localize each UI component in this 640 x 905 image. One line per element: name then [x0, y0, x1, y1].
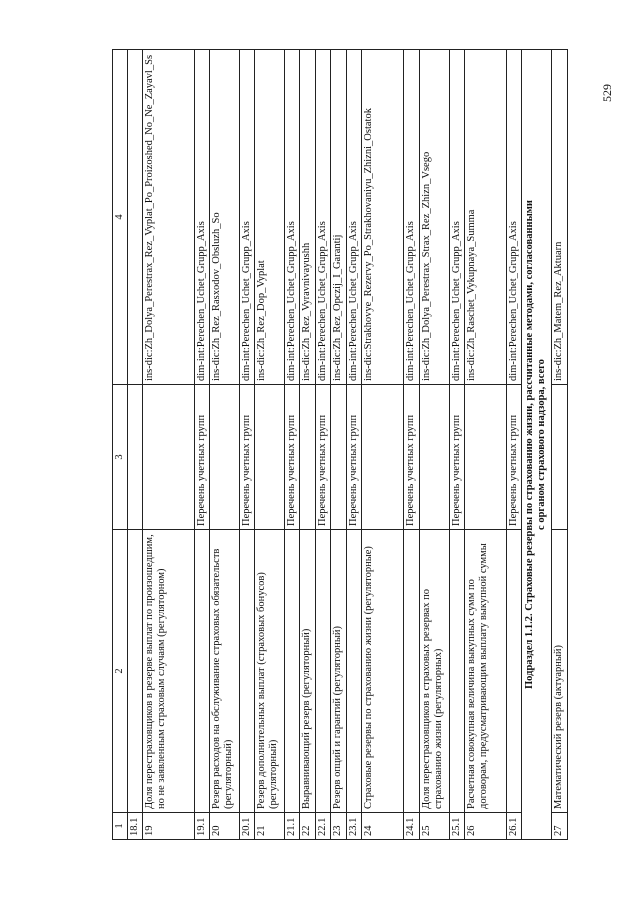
row-description-cell	[449, 530, 464, 813]
row-number-cell: 18.1	[128, 813, 143, 840]
row-code-cell: dim-int:Perechen_Uchet_Grupp_Axis	[449, 50, 464, 385]
row-code-cell: ins-dic:Zh_Rez_Vyravnivayushh	[300, 50, 316, 385]
row-groups-cell: Перечень учетных групп	[449, 385, 464, 530]
row-number-cell: 21.1	[285, 813, 300, 840]
row-description-cell: Страховые резервы по страхованию жизни (регуляторные)	[362, 530, 404, 813]
row-code-cell: ins-dic:Strakhovye_Rezervy_Po_Strakhovaniyu_Zhizni_Ostatok	[362, 50, 404, 385]
row-code-cell: ins-dic:Zh_Dolya_Perestrax_Strax_Rez_Zhizn_Vsego	[419, 50, 449, 385]
row-code-cell: ins-dic:Zh_Raschet_Vykupnaya_Summa	[464, 50, 506, 385]
row-code-cell: ins-dic:Zh_Rez_Rasxodov_Obsluzh_So	[210, 50, 240, 385]
row-code-cell: dim-int:Perechen_Uchet_Grupp_Axis	[240, 50, 255, 385]
table-row	[240, 50, 255, 840]
row-description-cell: Расчетная совокупная величина выкупных сумм по договорам, предусматривающим выплату выкупной суммы	[464, 530, 506, 813]
row-number-cell: 22.1	[316, 813, 331, 840]
row-description-cell	[506, 530, 521, 813]
table-row	[300, 50, 316, 840]
table-row	[210, 50, 240, 840]
row-number-cell: 22	[300, 813, 316, 840]
table-header-row	[113, 50, 128, 840]
row-groups-cell	[210, 385, 240, 530]
rotated-table-container	[112, 50, 564, 840]
row-groups-cell	[300, 385, 316, 530]
row-number-cell: 20	[210, 813, 240, 840]
row-description-cell: Выравнивающий резерв (регуляторный)	[300, 530, 316, 813]
row-groups-cell: Перечень учетных групп	[285, 385, 300, 530]
table-row	[195, 50, 210, 840]
section-title-line-1: Подраздел 1.1.2. Страховые резервы по страхованию жизни, рассчитанные методами, согласованными	[524, 200, 536, 689]
row-description-cell: Резерв расходов на обслуживание страховых обязательств (регуляторный)	[210, 530, 240, 813]
rotated-table-frame	[112, 50, 564, 840]
row-groups-cell	[419, 385, 449, 530]
row-number-cell: 23	[331, 813, 347, 840]
row-code-cell: ins-dic:Zh_Dolya_Perestrax_Rez_Vyplat_Po_Proizoshed_No_Ne_Zayavl_Ss	[143, 50, 195, 385]
table-row	[449, 50, 464, 840]
table-row	[404, 50, 419, 840]
row-code-cell: ins-dic:Zh_Rez_Opczij_I_Garantij	[331, 50, 347, 385]
table-row	[255, 50, 285, 840]
row-groups-cell: Перечень учетных групп	[316, 385, 331, 530]
header-col-4: 4	[113, 50, 128, 385]
row-description-cell: Резерв дополнительных выплат (страховых бонусов) (регуляторный)	[255, 530, 285, 813]
row-code-cell	[128, 50, 143, 385]
table-row	[331, 50, 347, 840]
row-groups-cell: Перечень учетных групп	[506, 385, 521, 530]
table-row	[551, 50, 567, 840]
row-number-cell: 26	[464, 813, 506, 840]
row-groups-cell	[464, 385, 506, 530]
row-groups-cell	[255, 385, 285, 530]
section-title-line-2: с органом страхового надзора, всего	[536, 359, 548, 530]
row-groups-cell: Перечень учетных групп	[240, 385, 255, 530]
row-description-cell: Доля перестраховщиков в резерве выплат по произошедшим, но не заявленным страховым случаям (регуляторном)	[143, 530, 195, 813]
row-description-cell	[240, 530, 255, 813]
row-groups-cell: Перечень учетных групп	[347, 385, 362, 530]
table-row	[419, 50, 449, 840]
row-code-cell: dim-int:Perechen_Uchet_Grupp_Axis	[347, 50, 362, 385]
row-groups-cell: Перечень учетных групп	[195, 385, 210, 530]
row-number-cell: 19	[143, 813, 195, 840]
table-row	[143, 50, 195, 840]
row-groups-cell	[128, 385, 143, 530]
row-description-cell	[285, 530, 300, 813]
row-groups-cell	[551, 385, 567, 530]
table-row	[464, 50, 506, 840]
row-number-cell: 25	[419, 813, 449, 840]
header-col-2: 2	[113, 530, 128, 813]
table-row	[362, 50, 404, 840]
row-number-cell: 20.1	[240, 813, 255, 840]
row-description-cell: Резерв опций и гарантий (регуляторный)	[331, 530, 347, 813]
header-col-1: 1	[113, 813, 128, 840]
row-description-cell	[404, 530, 419, 813]
table-row	[506, 50, 521, 840]
row-description-cell	[347, 530, 362, 813]
section-header-cell	[521, 50, 551, 840]
row-code-cell: dim-int:Perechen_Uchet_Grupp_Axis	[195, 50, 210, 385]
row-code-cell: dim-int:Perechen_Uchet_Grupp_Axis	[285, 50, 300, 385]
row-code-cell: dim-int:Perechen_Uchet_Grupp_Axis	[316, 50, 331, 385]
row-number-cell: 23.1	[347, 813, 362, 840]
table-row	[128, 50, 143, 840]
table-row	[316, 50, 331, 840]
table-row	[285, 50, 300, 840]
row-description-cell	[195, 530, 210, 813]
header-col-3: 3	[113, 385, 128, 530]
row-number-cell: 19.1	[195, 813, 210, 840]
row-number-cell: 24.1	[404, 813, 419, 840]
row-groups-cell	[143, 385, 195, 530]
row-number-cell: 24	[362, 813, 404, 840]
row-number-cell: 21	[255, 813, 285, 840]
row-groups-cell	[362, 385, 404, 530]
row-description-cell: Доля перестраховщиков в страховых резервах по страхованию жизни (регуляторных)	[419, 530, 449, 813]
row-number-cell: 26.1	[506, 813, 521, 840]
row-description-cell	[128, 530, 143, 813]
row-description-cell	[316, 530, 331, 813]
row-code-cell: ins-dic:Zh_Matem_Rez_Aktuarn	[551, 50, 567, 385]
row-groups-cell: Перечень учетных групп	[404, 385, 419, 530]
section-header-row	[521, 50, 551, 840]
table-row	[347, 50, 362, 840]
page-number: 529	[600, 84, 614, 102]
row-groups-cell	[331, 385, 347, 530]
row-number-cell: 27	[551, 813, 567, 840]
row-number-cell: 25.1	[449, 813, 464, 840]
row-code-cell: dim-int:Perechen_Uchet_Grupp_Axis	[404, 50, 419, 385]
row-code-cell: dim-int:Perechen_Uchet_Grupp_Axis	[506, 50, 521, 385]
row-description-cell: Математический резерв (актуарный)	[551, 530, 567, 813]
reserves-table	[112, 49, 568, 840]
row-code-cell: ins-dic:Zh_Rez_Dop_Vyplat	[255, 50, 285, 385]
